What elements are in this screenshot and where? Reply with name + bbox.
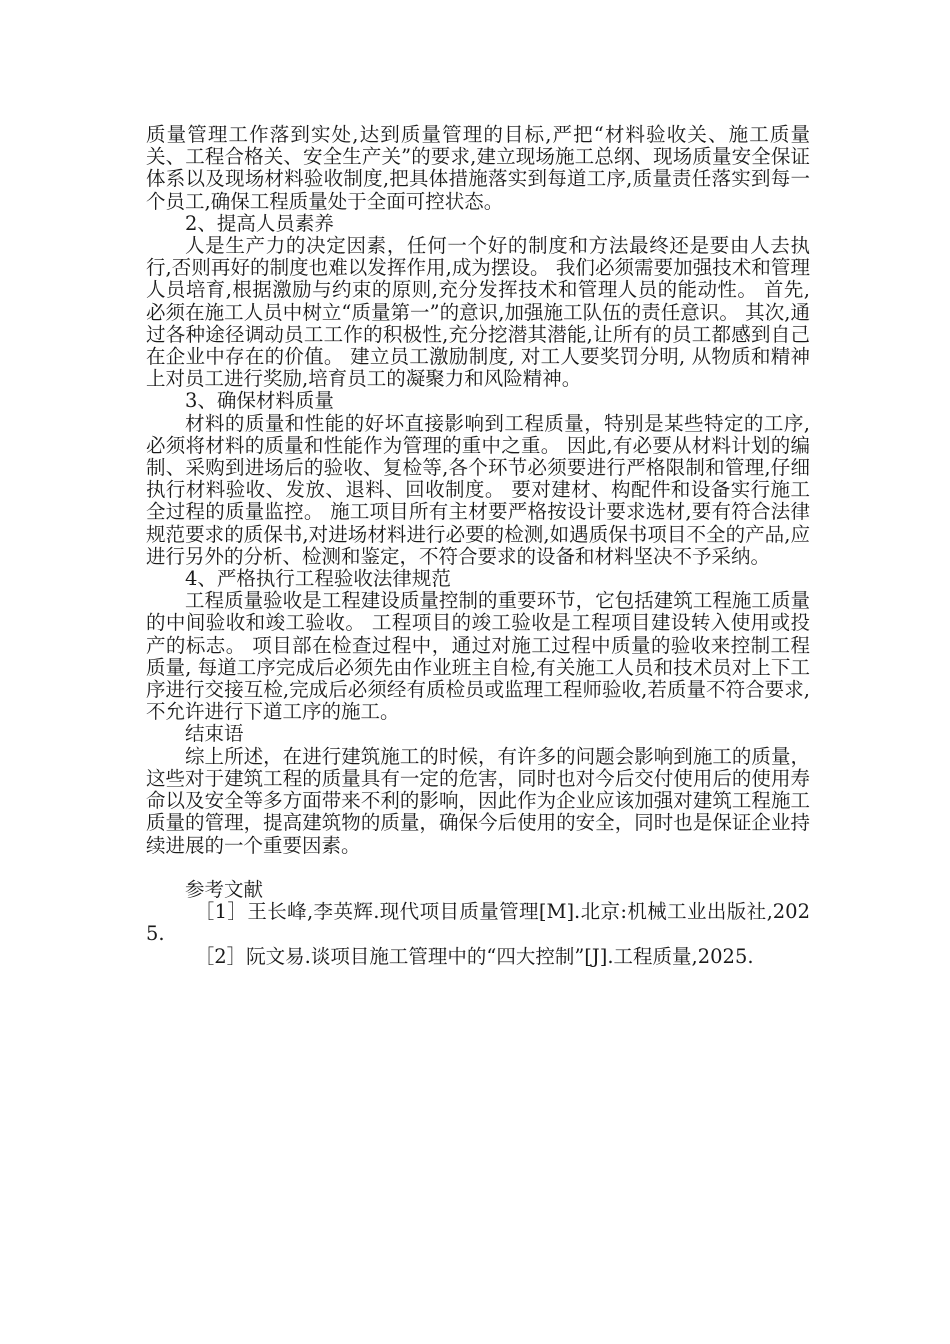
body-paragraph-conclusion: 综上所述，在进行建筑施工的时候，有许多的问题会影响到施工的质量，这些对于建筑工程的质量具有一定的危害，同时也对今后交付使用后的使用寿命以及安全等多方面带来不利的影响，因此作为企业应该加强对建筑工程施工质量的管理，提高建筑物的质量，确保今后使用的安全，同时也是保证企业持续进展的一个重要因素。 [146, 744, 810, 857]
section-heading-improve-staff: 2、提高人员素养 [185, 211, 334, 235]
body-paragraph-acceptance: 工程质量验收是工程建设质量控制的重要环节，它包括建筑工程施工质量的中间验收和竣工验收。 工程项目的竣工验收是工程项目建设转入使用或投产的标志。 项目部在检查过程中，通过对施工过程中质量的验收来控制工程质量, 每道工序完成后必须先由作业班主自检,有关施工人员和技术员对上下工序进行交接互检,完成后必须经有质检员或监理工程师验收,若质量不符合要求,不允许进行下道工序的施工。 [146, 589, 810, 724]
references-heading: 参考文献 [185, 877, 264, 901]
section-heading-acceptance: 4、严格执行工程验收法律规范 [185, 567, 451, 591]
body-paragraph-materials: 材料的质量和性能的好坏直接影响到工程质量，特别是某些特定的工序,必须将材料的质量和性能作为管理的重中之重。 因此,有必要从材料计划的编制、采购到进场后的验收、复检等,各个环节必须要进行严格限制和管理,仔细执行材料验收、发放、退料、回收制度。 要对建材、构配件和设备实行施工全过程的质量监控。 施工项目所有主材要严格按设计要求选材,要有符合法律规范要求的质保书,对进场材料进行必要的检测,如遇质保书项目不全的产品,应进行另外的分析、检测和鉴定，不符合要求的设备和材料坚决不予采纳。 [146, 411, 810, 568]
section-heading-material-quality: 3、确保材料质量 [185, 389, 334, 413]
blank-line [146, 857, 810, 879]
body-paragraph-staff: 人是生产力的决定因素，任何一个好的制度和方法最终还是要由人去执行,否则再好的制度也难以发挥作用,成为摆设。 我们必须需要加强技术和管理人员培育,根据激励与约束的原则,充分发挥技术和管理人员的能动性。 首先,必须在施工人员中树立“质量第一”的意识,加强施工队伍的责任意识。 其次,通过各种途径调动员工工作的积极性,充分挖潜其潜能,让所有的员工都感到自己在企业中存在的价值。 建立员工激励制度, 对工人要奖罚分明, 从物质和精神上对员工进行奖励,培育员工的凝聚力和风险精神。 [146, 234, 810, 391]
reference-item-1: ［1］王长峰,李英辉.现代项目质量管理[M].北京:机械工业出版社,2025. [146, 900, 810, 946]
body-paragraph-continued: 质量管理工作落到实处,达到质量管理的目标,严把“材料验收关、施工质量关、工程合格关、安全生产关”的要求,建立现场施工总纲、现场质量安全保证体系以及现场材料验收制度,把具体措施落实到每道工序,质量责任落实到每一个员工,确保工程质量处于全面可控状态。 [146, 123, 810, 213]
reference-item-2: ［2］阮文易.谈项目施工管理中的“四大控制”[J].工程质量,2025. [194, 944, 754, 968]
document-page [146, 124, 810, 968]
section-heading-conclusion: 结束语 [185, 722, 244, 746]
